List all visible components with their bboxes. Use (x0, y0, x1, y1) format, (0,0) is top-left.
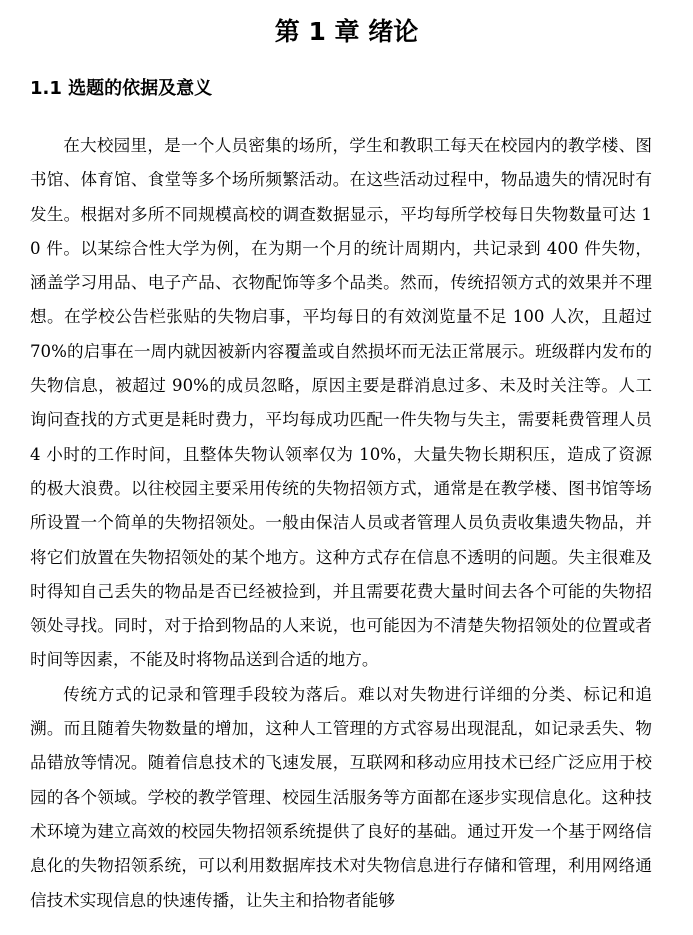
section-heading: 1.1 选题的依据及意义 (30, 78, 213, 99)
chapter-title: 第 1 章 绪论 (274, 17, 419, 46)
body-text (30, 129, 652, 918)
paragraph-2: 传统方式的记录和管理手段较为落后。难以对失物进行详细的分类、标记和追溯。而且随着失物数量的增加，这种人工管理的方式容易出现混乱，如记录丢失、物品错放等情况。随着信息技术的飞速发展，互联网和移动应用技术已经广泛应用于校园的各个领域。学校的教学管理、校园生活服务等方面都在逐步实现信息化。这种技术环境为建立高效的校园失物招领系统提供了良好的基础。通过开发一个基于网络信息化的失物招领系统，可以利用数据库技术对失物信息进行存储和管理，利用网络通信技术实现信息的快速传播，让失主和拾物者能够 (30, 684, 652, 910)
paragraph-1: 在大校园里，是一个人员密集的场所，学生和教职工每天在校园内的教学楼、图书馆、体育馆、食堂等多个场所频繁活动。在这些活动过程中，物品遗失的情况时有发生。根据对多所不同规模高校的调查数据显示，平均每所学校每日失物数量可达 10 件。以某综合性大学为例，在为期一个月的统计周期内，共记录到 400 件失物，涵盖学习用品、电子产品、衣物配饰等多个品类。然而，传统招领方式的效果并不理想。在学校公告栏张贴的失物启事，平均每日的有效浏览量不足 100 人次，且超过 70%的启事在一周内就因被新内容覆盖或自然损坏而无法正常展示。班级群内发布的失物信息，被超过 90%的成员忽略，原因主要是群消息过多、未及时关注等。人工询问查找的方式更是耗时费力，平均每成功匹配一件失物与失主，需要耗费管理人员 4 小时的工作时间，且整体失物认领率仅为 10%，大量失物长期积压，造成了资源的极大浪费。以往校园主要采用传统的失物招领方式，通常是在教学楼、图书馆等场所设置一个简单的失物招领处。一般由保洁人员或者管理人员负责收集遗失物品，并将它们放置在失物招领处的某个地方。这种方式存在信息不透明的问题。失主很难及时得知自己丢失的物品是否已经被捡到，并且需要花费大量时间去各个可能的失物招领处寻找。同时，对于拾到物品的人来说，也可能因为不清楚失物招领处的位置或者时间等因素，不能及时将物品送到合适的地方。 (30, 136, 652, 670)
